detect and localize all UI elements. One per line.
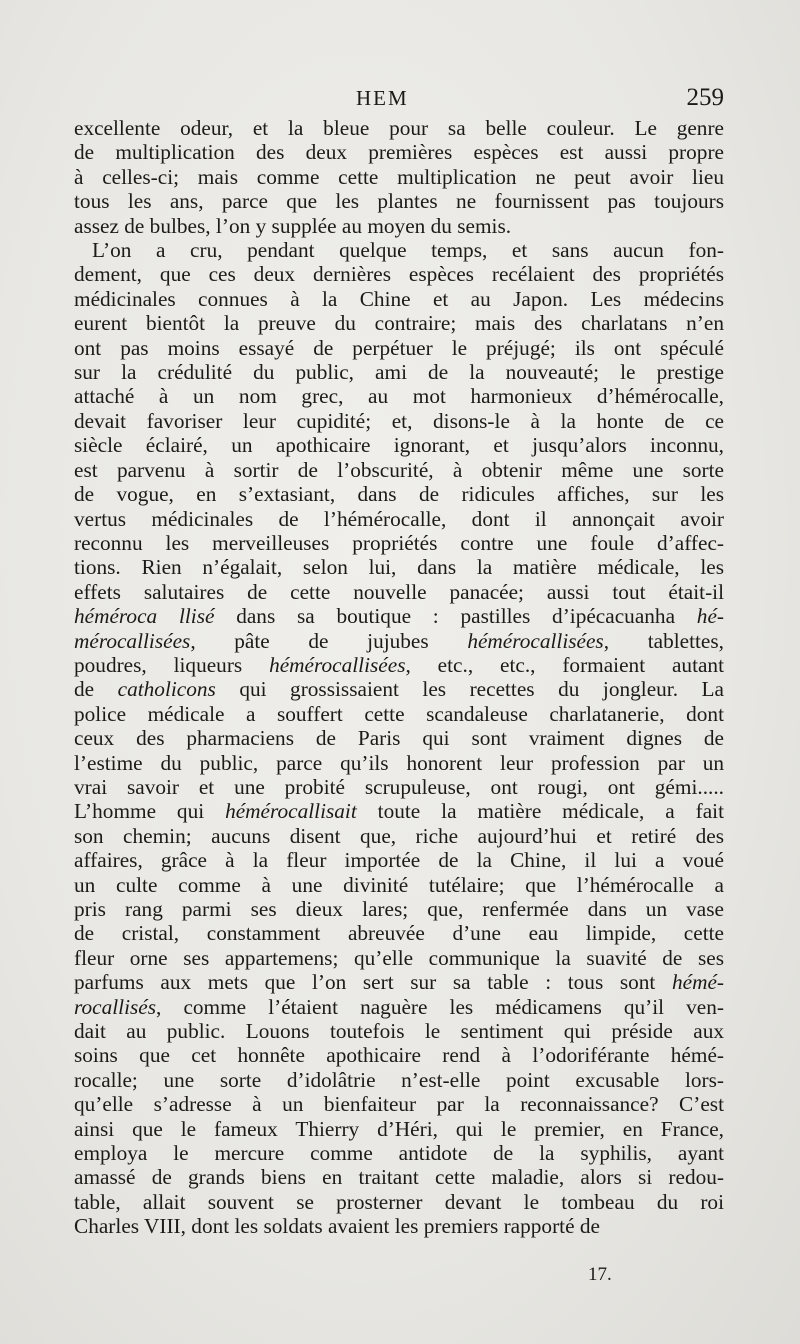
text-segment: est parvenu à sortir de l’obscurité, à obtenir même une sorte (74, 457, 724, 482)
text-line (74, 140, 724, 164)
italic-term: héméroca llisé (74, 604, 215, 629)
text-segment: L’on a cru, pendant quelque temps, et sans aucun fon- (92, 238, 724, 263)
text-segment: affaires, grâce à la fleur importée de la Chine, il lui a voué (74, 848, 724, 873)
text-segment: rocalle; une sorte d’idolâtrie n’est-elle point excusable lors- (74, 1067, 724, 1092)
text-segment: qui grossissaient les recettes du jongleur. La (215, 677, 725, 702)
text-segment: employa le mercure comme antidote de la syphilis, ayant (74, 1141, 724, 1166)
text-line (74, 262, 724, 286)
text-segment: attaché à un nom grec, au mot harmonieux d’hémérocalle, (74, 384, 724, 409)
text-segment: L’homme qui (74, 799, 226, 824)
text-line (74, 1214, 724, 1238)
text-line (74, 336, 724, 360)
text-segment: devait favoriser leur cupidité; et, disons-le à la honte de ce (74, 408, 724, 433)
text-segment: de vogue, en s’extasiant, dans de ridicules affiches, sur les (74, 482, 724, 507)
text-segment: tous les ans, parce que les plantes ne fournissent pas toujours (74, 189, 724, 214)
text-line (74, 1165, 724, 1189)
text-segment: ont pas moins essayé de perpétuer le préjugé; ils ont spéculé (74, 335, 724, 360)
text-line (74, 946, 724, 970)
text-line (74, 677, 724, 701)
text-segment: son chemin; aucuns disent que, riche aujourd’hui et retiré des (74, 823, 724, 848)
text-line (74, 165, 724, 189)
page-number: 259 (686, 84, 724, 111)
italic-term: hémérocallisées (269, 652, 406, 677)
text-segment: de (74, 677, 118, 702)
italic-term: hé- (696, 604, 724, 629)
text-line (74, 751, 724, 775)
text-line (74, 214, 724, 238)
text-segment: reconnu les merveilleuses propriétés contre une foule d’affec- (74, 530, 724, 555)
text-line (74, 921, 724, 945)
text-line (74, 1043, 724, 1067)
text-segment: de multiplication des deux premières espèces est aussi propre (74, 140, 724, 165)
text-line (74, 311, 724, 335)
text-segment: vertus médicinales de l’hémérocalle, dont il annonçait avoir (74, 506, 724, 531)
text-line (74, 873, 724, 897)
text-segment: vrai savoir et une probité scrupuleuse, ont rougi, ont gémi..... (74, 774, 724, 799)
text-line (74, 458, 724, 482)
text-line (74, 555, 724, 579)
text-segment: fleur orne ses appartemens; qu’elle communique la suavité de ses (74, 945, 724, 970)
text-segment: eurent bientôt la preuve du contraire; mais des charlatans n’en (74, 311, 724, 336)
text-line (74, 702, 724, 726)
running-head: HEM (356, 86, 409, 110)
text-segment: médicinales connues à la Chine et au Japon. Les médecins (74, 286, 724, 311)
italic-term: mérocallisées (74, 628, 191, 653)
text-line (74, 482, 724, 506)
text-line (74, 189, 724, 213)
text-segment: ceux des pharmaciens de Paris qui sont vraiment dignes de (74, 726, 724, 751)
text-line (74, 1092, 724, 1116)
text-segment: , comme l’étaient naguère les médicamens qu’il ven- (156, 994, 724, 1019)
signature-mark: 17. (588, 1264, 612, 1285)
text-line (74, 1190, 724, 1214)
text-line (74, 799, 724, 823)
text-segment: , pâte de jujubes (190, 628, 468, 653)
text-line (74, 775, 724, 799)
italic-term: rocallisés (74, 994, 157, 1019)
text-line (74, 970, 724, 994)
text-line (74, 238, 724, 262)
text-line (74, 531, 724, 555)
text-line (74, 629, 724, 653)
text-segment: parfums aux mets que l’on sert sur sa table : tous sont (74, 970, 672, 995)
text-line (74, 116, 724, 140)
text-line (74, 287, 724, 311)
text-segment: un culte comme à une divinité tutélaire; que l’hémérocalle a (74, 872, 724, 897)
text-segment: sur la crédulité du public, ami de la nouveauté; le prestige (74, 360, 724, 385)
text-line (74, 726, 724, 750)
text-segment: à celles-ci; mais comme cette multiplication ne peut avoir lieu (74, 164, 724, 189)
text-segment: de cristal, constamment abreuvée d’une eau limpide, cette (74, 921, 724, 946)
text-segment: toute la matière médicale, a fait (356, 799, 725, 824)
text-segment: siècle éclairé, un apothicaire ignorant, et jusqu’alors inconnu, (74, 433, 724, 458)
text-line (74, 1019, 724, 1043)
text-segment: assez de bulbes, l’on y supplée au moyen du semis. (74, 213, 512, 238)
text-line (74, 604, 724, 628)
text-line (74, 580, 724, 604)
text-segment: soins que cet honnête apothicaire rend à l’odoriférante hémé- (74, 1043, 724, 1068)
body-text (74, 116, 724, 1239)
text-segment: pris rang parmi ses dieux lares; que, renfermée dans un vase (74, 897, 724, 921)
text-line (74, 653, 724, 677)
text-line (74, 507, 724, 531)
text-line (74, 848, 724, 872)
text-segment: dans sa boutique : pastilles d’ipécacuanha (214, 604, 697, 629)
italic-term: catholicons (117, 677, 216, 702)
text-segment: table, allait souvent se prosterner devant le tombeau du roi (74, 1189, 724, 1214)
text-segment: tions. Rien n’égalait, selon lui, dans la matière médicale, les (74, 555, 724, 580)
text-segment: Charles VIII, dont les soldats avaient les premiers rapporté de (74, 1214, 600, 1239)
text-line (74, 409, 724, 433)
text-segment: l’estime du public, parce qu’ils honorent leur profession par un (74, 750, 724, 775)
italic-term: hémé- (671, 970, 724, 995)
text-segment: poudres, liqueurs (74, 652, 270, 677)
text-line (74, 433, 724, 457)
text-line (74, 897, 724, 921)
italic-term: hémérocallisait (225, 799, 357, 824)
text-segment: qu’elle s’adresse à un bienfaiteur par la reconnaissance? C’est (74, 1092, 724, 1117)
text-line (74, 995, 724, 1019)
text-line (74, 384, 724, 408)
text-line (74, 1117, 724, 1141)
text-segment: amassé de grands biens en traitant cette maladie, alors si redou- (74, 1165, 724, 1190)
text-segment: dement, que ces deux dernières espèces recélaient des propriétés (74, 262, 724, 287)
text-segment: dait au public. Louons toutefois le sentiment qui préside aux (74, 1019, 724, 1044)
text-line (74, 360, 724, 384)
text-line (74, 1068, 724, 1092)
text-segment: ainsi que le fameux Thierry d’Héri, qui le premier, en France, (74, 1116, 724, 1141)
text-segment: , tablettes, (603, 628, 724, 653)
text-line (74, 1141, 724, 1165)
text-line (74, 824, 724, 848)
text-segment: excellente odeur, et la bleue pour sa belle couleur. Le genre (74, 116, 724, 140)
text-segment: effets salutaires de cette nouvelle panacée; aussi tout était-il (74, 579, 724, 604)
page-header (76, 86, 724, 120)
italic-term: hémérocallisées (467, 628, 604, 653)
text-segment: police médicale a souffert cette scandaleuse charlatanerie, dont (74, 701, 724, 726)
text-segment: , etc., etc., formaient autant (405, 652, 724, 677)
